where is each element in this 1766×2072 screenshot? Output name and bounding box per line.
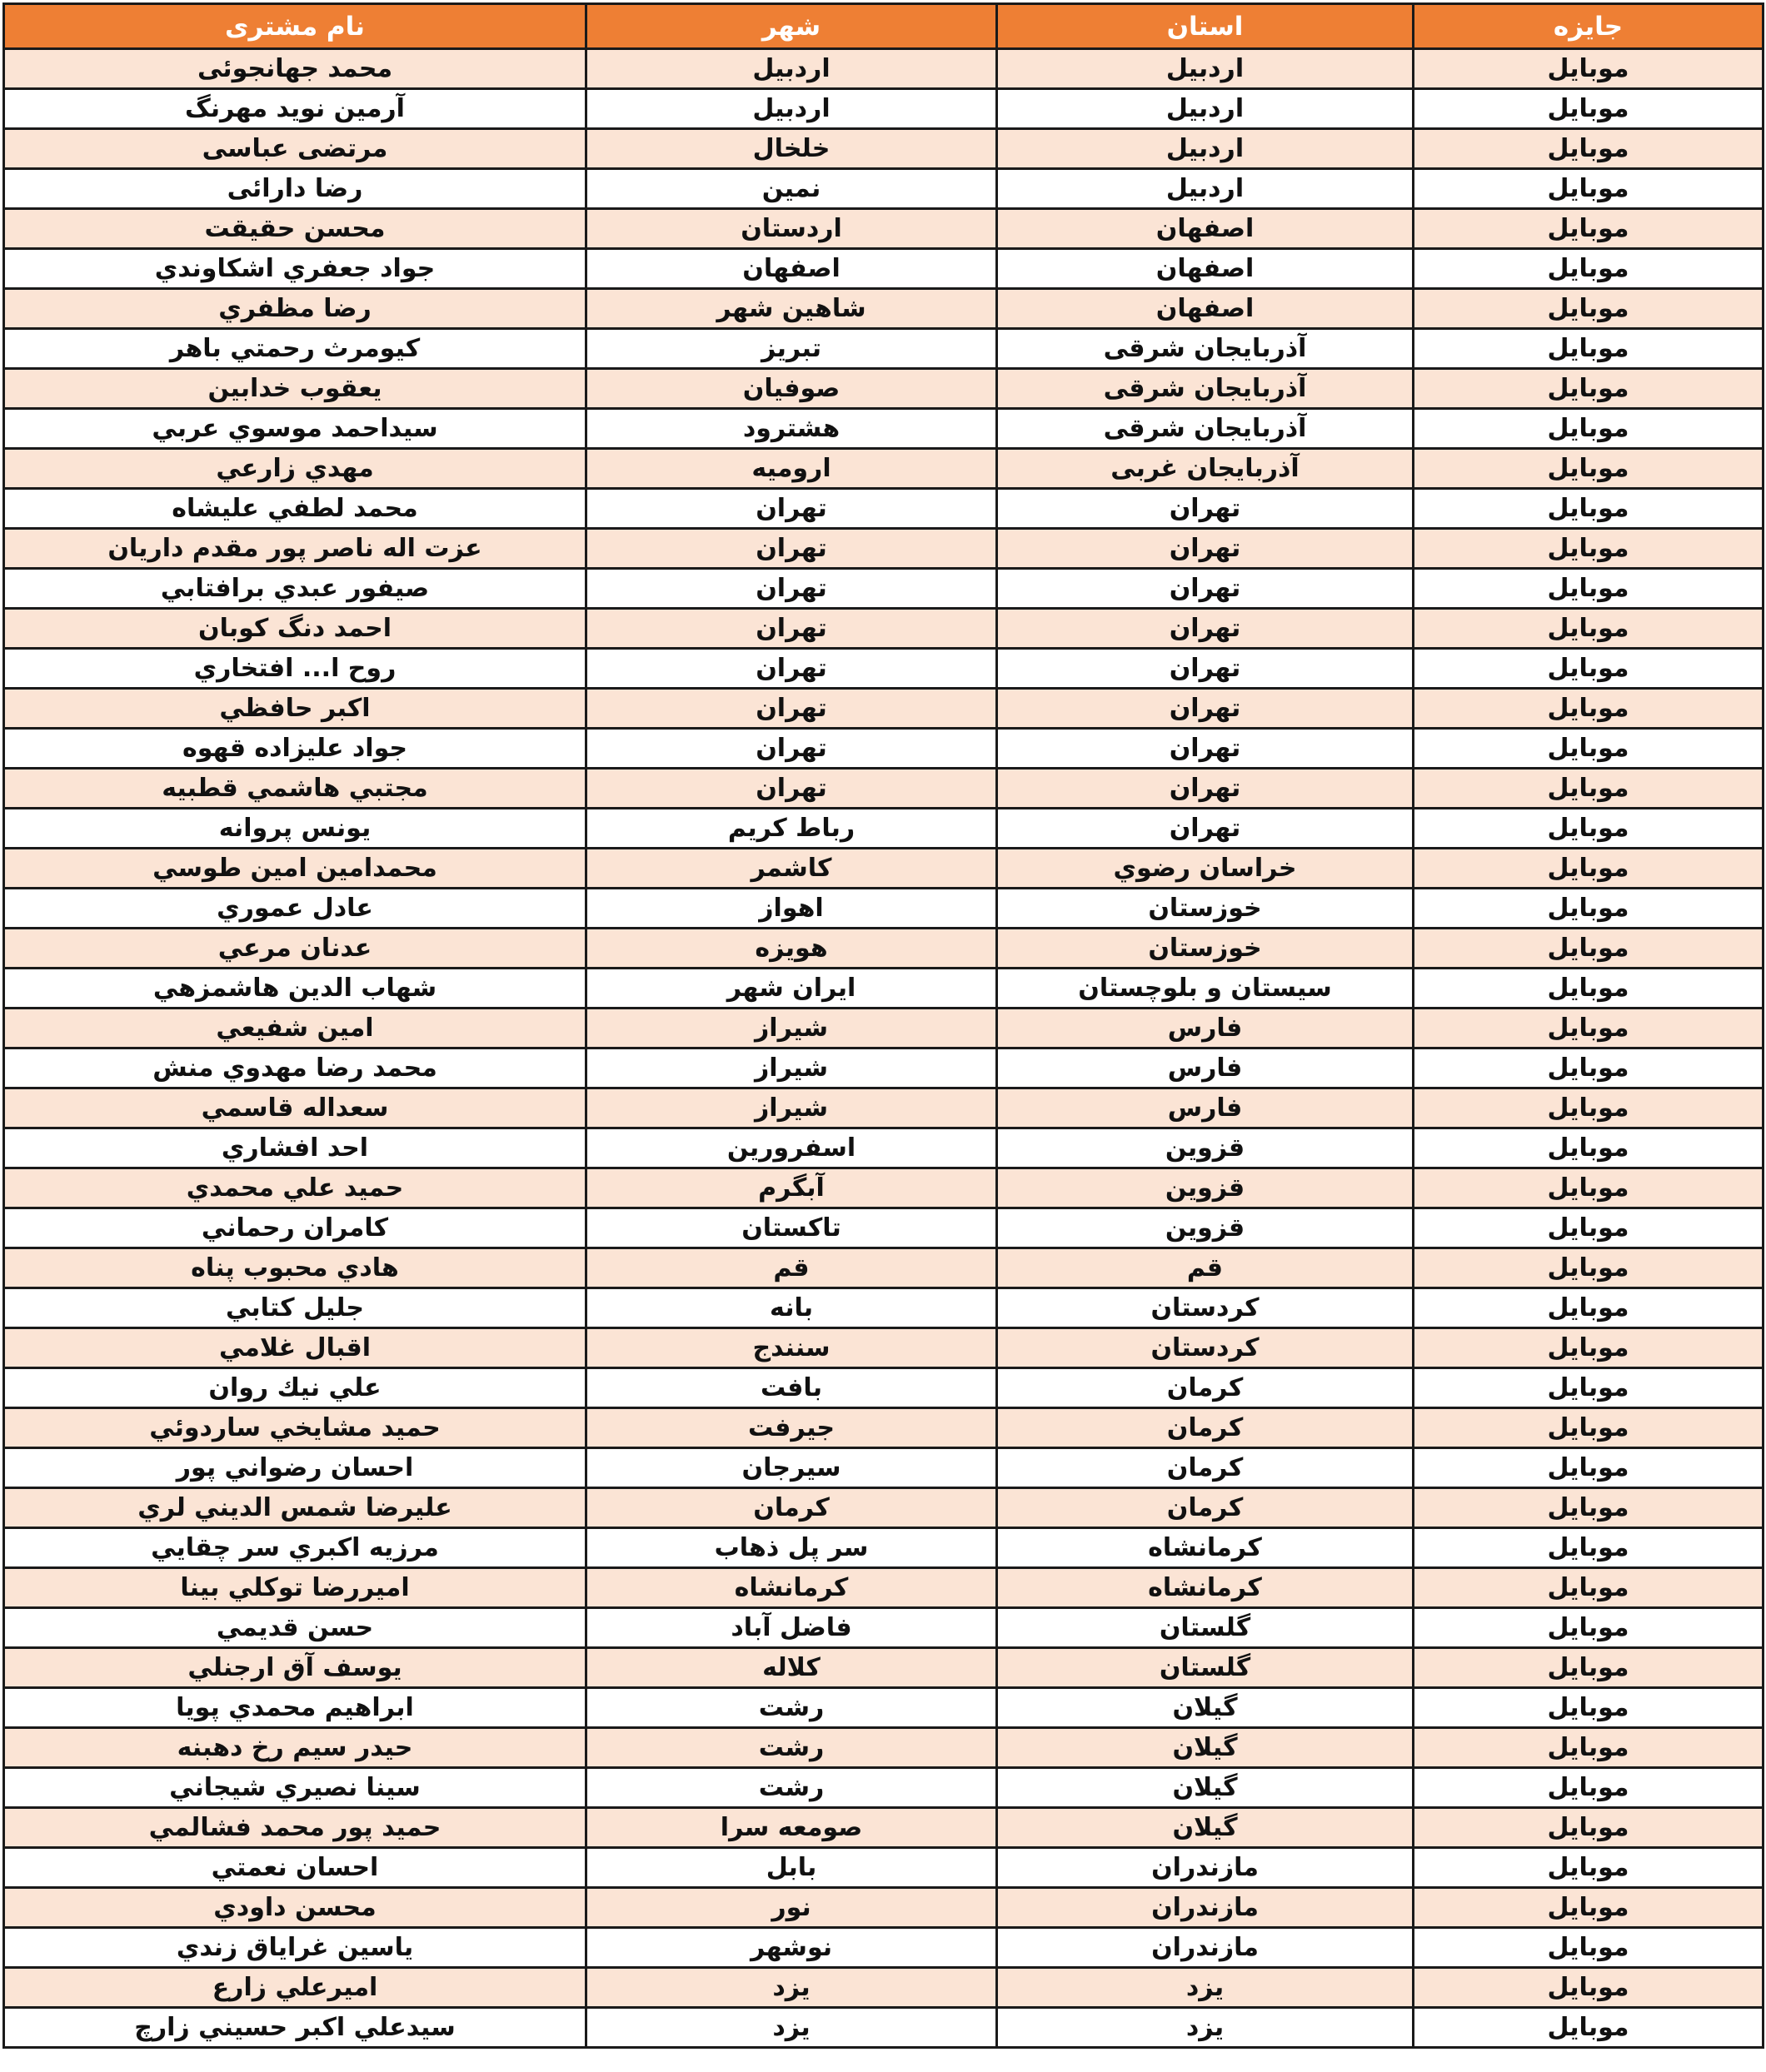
cell-prize: موبایل <box>1414 689 1764 729</box>
cell-city: سر پل ذهاب <box>586 1528 997 1568</box>
cell-customer-name: كامران رحماني <box>4 1208 586 1248</box>
header-customer-name: نام مشتری <box>4 4 586 49</box>
cell-province: يزد <box>997 2008 1414 2048</box>
cell-city: تهران <box>586 649 997 689</box>
table-row <box>4 1328 1764 1368</box>
cell-city: تهران <box>586 569 997 609</box>
cell-province: گلستان <box>997 1648 1414 1688</box>
cell-prize: موبایل <box>1414 289 1764 329</box>
table-row <box>4 1528 1764 1568</box>
cell-city: كاشمر <box>586 849 997 889</box>
cell-city: اردبیل <box>586 89 997 129</box>
cell-prize: موبایل <box>1414 169 1764 209</box>
table-row <box>4 1408 1764 1448</box>
cell-city: نمین <box>586 169 997 209</box>
cell-prize: موبایل <box>1414 1488 1764 1528</box>
cell-prize: موبایل <box>1414 1928 1764 1968</box>
header-prize: جایزه <box>1414 4 1764 49</box>
cell-customer-name: رضا مظفري <box>4 289 586 329</box>
table-row <box>4 289 1764 329</box>
cell-city: صوفيان <box>586 369 997 409</box>
cell-customer-name: احسان نعمتي <box>4 1848 586 1888</box>
table-row <box>4 729 1764 769</box>
cell-customer-name: حميد پور محمد فشالمي <box>4 1808 586 1848</box>
table-row <box>4 569 1764 609</box>
cell-prize: موبایل <box>1414 889 1764 929</box>
cell-province: خوزستان <box>997 889 1414 929</box>
cell-province: آذربایجان شرقی <box>997 409 1414 449</box>
cell-prize: موبایل <box>1414 609 1764 649</box>
cell-province: مازندران <box>997 1888 1414 1928</box>
cell-province: اردبیل <box>997 169 1414 209</box>
cell-city: هشترود <box>586 409 997 449</box>
cell-prize: موبایل <box>1414 129 1764 169</box>
cell-city: خلخال <box>586 129 997 169</box>
cell-city: تاكستان <box>586 1208 997 1248</box>
winners-table <box>2 2 1764 2049</box>
table-row <box>4 649 1764 689</box>
cell-customer-name: محمد جهانجوئی <box>4 49 586 89</box>
cell-customer-name: علي نيك روان <box>4 1368 586 1408</box>
cell-province: فارس <box>997 1009 1414 1048</box>
cell-province: آذربایجان شرقی <box>997 329 1414 369</box>
cell-city: كرمان <box>586 1488 997 1528</box>
cell-city: جيرفت <box>586 1408 997 1448</box>
table-row <box>4 329 1764 369</box>
cell-province: كردستان <box>997 1288 1414 1328</box>
cell-province: كرمان <box>997 1368 1414 1408</box>
cell-prize: موبایل <box>1414 649 1764 689</box>
cell-province: تهران <box>997 569 1414 609</box>
cell-prize: موبایل <box>1414 489 1764 529</box>
cell-prize: موبایل <box>1414 1009 1764 1048</box>
table-row <box>4 1768 1764 1808</box>
cell-customer-name: يونس پروانه <box>4 809 586 849</box>
table-row <box>4 249 1764 289</box>
cell-city: تهران <box>586 729 997 769</box>
cell-city: رشت <box>586 1728 997 1768</box>
cell-city: تهران <box>586 489 997 529</box>
cell-province: تهران <box>997 769 1414 809</box>
table-row <box>4 1848 1764 1888</box>
cell-city: شيراز <box>586 1009 997 1048</box>
table-row <box>4 1009 1764 1048</box>
cell-prize: موبایل <box>1414 409 1764 449</box>
cell-city: اصفهان <box>586 249 997 289</box>
table-row <box>4 1168 1764 1208</box>
cell-province: كردستان <box>997 1328 1414 1368</box>
cell-province: تهران <box>997 529 1414 569</box>
cell-prize: موبایل <box>1414 569 1764 609</box>
cell-city: نوشهر <box>586 1928 997 1968</box>
cell-customer-name: رضا دارائی <box>4 169 586 209</box>
cell-customer-name: محمد رضا مهدوي منش <box>4 1048 586 1088</box>
cell-province: يزد <box>997 1968 1414 2008</box>
cell-province: قزوين <box>997 1168 1414 1208</box>
cell-customer-name: عادل عموري <box>4 889 586 929</box>
table-row <box>4 1048 1764 1088</box>
cell-province: قم <box>997 1248 1414 1288</box>
cell-city: بانه <box>586 1288 997 1328</box>
cell-customer-name: جواد عليزاده قهوه <box>4 729 586 769</box>
cell-city: اسفرورين <box>586 1128 997 1168</box>
cell-province: كرمان <box>997 1488 1414 1528</box>
table-row <box>4 529 1764 569</box>
cell-province: خوزستان <box>997 929 1414 969</box>
cell-prize: موبایل <box>1414 729 1764 769</box>
cell-city: رشت <box>586 1688 997 1728</box>
cell-prize: موبایل <box>1414 1568 1764 1608</box>
cell-customer-name: ابراهيم محمدي پويا <box>4 1688 586 1728</box>
cell-city: تهران <box>586 689 997 729</box>
cell-customer-name: سينا نصيري شيجاني <box>4 1768 586 1808</box>
cell-city: رشت <box>586 1768 997 1808</box>
cell-prize: موبایل <box>1414 1528 1764 1568</box>
table-header <box>4 4 1764 49</box>
table-body <box>4 49 1764 2048</box>
cell-prize: موبایل <box>1414 809 1764 849</box>
cell-city: نور <box>586 1888 997 1928</box>
cell-customer-name: حسن قديمي <box>4 1608 586 1648</box>
cell-prize: موبایل <box>1414 1648 1764 1688</box>
cell-prize: موبایل <box>1414 1408 1764 1448</box>
cell-city: تهران <box>586 609 997 649</box>
cell-customer-name: اميرعلي زارع <box>4 1968 586 2008</box>
table-row <box>4 769 1764 809</box>
table-row <box>4 969 1764 1009</box>
header-province: استان <box>997 4 1414 49</box>
cell-customer-name: مجتبي هاشمي قطبيه <box>4 769 586 809</box>
table-row <box>4 129 1764 169</box>
cell-customer-name: عليرضا شمس الديني لري <box>4 1488 586 1528</box>
cell-customer-name: مرتضی عباسی <box>4 129 586 169</box>
cell-province: آذربایجان شرقی <box>997 369 1414 409</box>
cell-customer-name: محسن حقیقت <box>4 209 586 249</box>
table-row <box>4 1128 1764 1168</box>
cell-prize: موبایل <box>1414 2008 1764 2048</box>
cell-city: شيراز <box>586 1048 997 1088</box>
cell-customer-name: حميد علي محمدي <box>4 1168 586 1208</box>
table-row <box>4 209 1764 249</box>
cell-city: تهران <box>586 769 997 809</box>
cell-customer-name: آرمین نوید مهرنگ <box>4 89 586 129</box>
cell-prize: موبایل <box>1414 849 1764 889</box>
cell-customer-name: عدنان مرعي <box>4 929 586 969</box>
cell-province: گيلان <box>997 1808 1414 1848</box>
cell-customer-name: عزت اله ناصر پور مقدم داريان <box>4 529 586 569</box>
table-row <box>4 369 1764 409</box>
cell-province: كرمانشاه <box>997 1568 1414 1608</box>
cell-province: سيستان و بلوچستان <box>997 969 1414 1009</box>
cell-customer-name: سيدعلي اكبر حسيني زارچ <box>4 2008 586 2048</box>
cell-customer-name: سيداحمد موسوي عربي <box>4 409 586 449</box>
cell-province: كرمانشاه <box>997 1528 1414 1568</box>
table-row <box>4 1968 1764 2008</box>
cell-city: يزد <box>586 2008 997 2048</box>
cell-city: فاضل آباد <box>586 1608 997 1648</box>
cell-province: قزوين <box>997 1128 1414 1168</box>
cell-customer-name: هادي محبوب پناه <box>4 1248 586 1288</box>
cell-customer-name: حيدر سيم رخ دهبنه <box>4 1728 586 1768</box>
cell-prize: موبایل <box>1414 929 1764 969</box>
cell-customer-name: امين شفيعي <box>4 1009 586 1048</box>
cell-customer-name: احسان رضواني پور <box>4 1448 586 1488</box>
cell-province: مازندران <box>997 1848 1414 1888</box>
cell-city: سيرجان <box>586 1448 997 1488</box>
cell-province: گيلان <box>997 1728 1414 1768</box>
cell-customer-name: احد افشاري <box>4 1128 586 1168</box>
table-row <box>4 809 1764 849</box>
cell-province: كرمان <box>997 1448 1414 1488</box>
cell-prize: موبایل <box>1414 1888 1764 1928</box>
table-row <box>4 689 1764 729</box>
header-row <box>4 4 1764 49</box>
cell-province: تهران <box>997 609 1414 649</box>
cell-customer-name: كيومرث رحمتي باهر <box>4 329 586 369</box>
cell-prize: موبایل <box>1414 1848 1764 1888</box>
cell-city: يزد <box>586 1968 997 2008</box>
cell-province: كرمان <box>997 1408 1414 1448</box>
cell-prize: موبایل <box>1414 1088 1764 1128</box>
table-row <box>4 169 1764 209</box>
table-row <box>4 489 1764 529</box>
cell-prize: موبایل <box>1414 249 1764 289</box>
cell-province: تهران <box>997 489 1414 529</box>
cell-province: اصفهان <box>997 289 1414 329</box>
header-city: شهر <box>586 4 997 49</box>
cell-province: گلستان <box>997 1608 1414 1648</box>
cell-customer-name: ياسين غراياق زندي <box>4 1928 586 1968</box>
cell-prize: موبایل <box>1414 1768 1764 1808</box>
table-row <box>4 89 1764 129</box>
cell-prize: موبایل <box>1414 969 1764 1009</box>
table-row <box>4 1808 1764 1848</box>
cell-city: كرمانشاه <box>586 1568 997 1608</box>
cell-city: رباط كريم <box>586 809 997 849</box>
cell-province: قزوين <box>997 1208 1414 1248</box>
table-row <box>4 1648 1764 1688</box>
cell-prize: موبایل <box>1414 1208 1764 1248</box>
cell-prize: موبایل <box>1414 449 1764 489</box>
cell-city: ايران شهر <box>586 969 997 1009</box>
cell-province: تهران <box>997 809 1414 849</box>
cell-province: فارس <box>997 1088 1414 1128</box>
cell-prize: موبایل <box>1414 1368 1764 1408</box>
cell-customer-name: جواد جعفري اشكاوندي <box>4 249 586 289</box>
table-row <box>4 1488 1764 1528</box>
table-row <box>4 1728 1764 1768</box>
table-row <box>4 609 1764 649</box>
cell-prize: موبایل <box>1414 1328 1764 1368</box>
table-row <box>4 1248 1764 1288</box>
cell-prize: موبایل <box>1414 209 1764 249</box>
cell-city: اهواز <box>586 889 997 929</box>
table-row <box>4 1288 1764 1328</box>
table-row <box>4 889 1764 929</box>
cell-province: گيلان <box>997 1688 1414 1728</box>
table-row <box>4 409 1764 449</box>
table-row <box>4 929 1764 969</box>
cell-prize: موبایل <box>1414 1288 1764 1328</box>
cell-prize: موبایل <box>1414 329 1764 369</box>
table-row <box>4 2008 1764 2048</box>
cell-city: آبگرم <box>586 1168 997 1208</box>
cell-province: تهران <box>997 689 1414 729</box>
cell-prize: موبایل <box>1414 49 1764 89</box>
cell-prize: موبایل <box>1414 1688 1764 1728</box>
table-row <box>4 1928 1764 1968</box>
cell-customer-name: اميررضا توكلي بينا <box>4 1568 586 1608</box>
cell-prize: موبایل <box>1414 1248 1764 1288</box>
cell-customer-name: اقبال غلامي <box>4 1328 586 1368</box>
cell-prize: موبایل <box>1414 89 1764 129</box>
cell-prize: موبایل <box>1414 1808 1764 1848</box>
cell-prize: موبایل <box>1414 1728 1764 1768</box>
table-row <box>4 1088 1764 1128</box>
cell-customer-name: محمدامين امين طوسي <box>4 849 586 889</box>
cell-province: اردبیل <box>997 89 1414 129</box>
table-row <box>4 49 1764 89</box>
cell-customer-name: مهدي زارعي <box>4 449 586 489</box>
table-row <box>4 449 1764 489</box>
cell-province: تهران <box>997 729 1414 769</box>
cell-city: تهران <box>586 529 997 569</box>
cell-city: قم <box>586 1248 997 1288</box>
cell-prize: موبایل <box>1414 1448 1764 1488</box>
cell-province: مازندران <box>997 1928 1414 1968</box>
cell-customer-name: سعداله قاسمي <box>4 1088 586 1128</box>
cell-customer-name: يوسف آق ارجنلي <box>4 1648 586 1688</box>
cell-province: آذربایجان غربی <box>997 449 1414 489</box>
cell-customer-name: يعقوب خدابين <box>4 369 586 409</box>
cell-customer-name: احمد دنگ كوبان <box>4 609 586 649</box>
cell-province: خراسان رضوي <box>997 849 1414 889</box>
table-row <box>4 849 1764 889</box>
cell-city: شاهين شهر <box>586 289 997 329</box>
cell-prize: موبایل <box>1414 1608 1764 1648</box>
cell-prize: موبایل <box>1414 369 1764 409</box>
cell-city: بابل <box>586 1848 997 1888</box>
cell-customer-name: روح ا... افتخاري <box>4 649 586 689</box>
cell-city: اردبیل <box>586 49 997 89</box>
cell-customer-name: حميد مشايخي ساردوئي <box>4 1408 586 1448</box>
cell-customer-name: شهاب الدين هاشمزهي <box>4 969 586 1009</box>
cell-city: سنندج <box>586 1328 997 1368</box>
cell-customer-name: صيفور عبدي برافتابي <box>4 569 586 609</box>
cell-prize: موبایل <box>1414 1048 1764 1088</box>
cell-customer-name: مرزيه اكبري سر چقايي <box>4 1528 586 1568</box>
cell-customer-name: محسن داودي <box>4 1888 586 1928</box>
cell-city: شيراز <box>586 1088 997 1128</box>
table-row <box>4 1888 1764 1928</box>
cell-province: اردبیل <box>997 49 1414 89</box>
table-row <box>4 1568 1764 1608</box>
cell-province: اصفهان <box>997 209 1414 249</box>
cell-city: اروميه <box>586 449 997 489</box>
cell-prize: موبایل <box>1414 1128 1764 1168</box>
cell-customer-name: اكبر حافظي <box>4 689 586 729</box>
cell-prize: موبایل <box>1414 769 1764 809</box>
cell-city: كلاله <box>586 1648 997 1688</box>
cell-province: تهران <box>997 649 1414 689</box>
cell-province: اصفهان <box>997 249 1414 289</box>
cell-city: تبريز <box>586 329 997 369</box>
table-row <box>4 1608 1764 1648</box>
cell-city: صومعه سرا <box>586 1808 997 1848</box>
cell-province: فارس <box>997 1048 1414 1088</box>
cell-city: بافت <box>586 1368 997 1408</box>
cell-customer-name: محمد لطفي عليشاه <box>4 489 586 529</box>
cell-customer-name: جليل كتابي <box>4 1288 586 1328</box>
table-row <box>4 1208 1764 1248</box>
cell-city: اردستان <box>586 209 997 249</box>
cell-province: اردبیل <box>997 129 1414 169</box>
table-row <box>4 1448 1764 1488</box>
cell-prize: موبایل <box>1414 529 1764 569</box>
table-row <box>4 1368 1764 1408</box>
cell-prize: موبایل <box>1414 1168 1764 1208</box>
cell-province: گيلان <box>997 1768 1414 1808</box>
table-row <box>4 1688 1764 1728</box>
cell-city: هويزه <box>586 929 997 969</box>
cell-prize: موبایل <box>1414 1968 1764 2008</box>
